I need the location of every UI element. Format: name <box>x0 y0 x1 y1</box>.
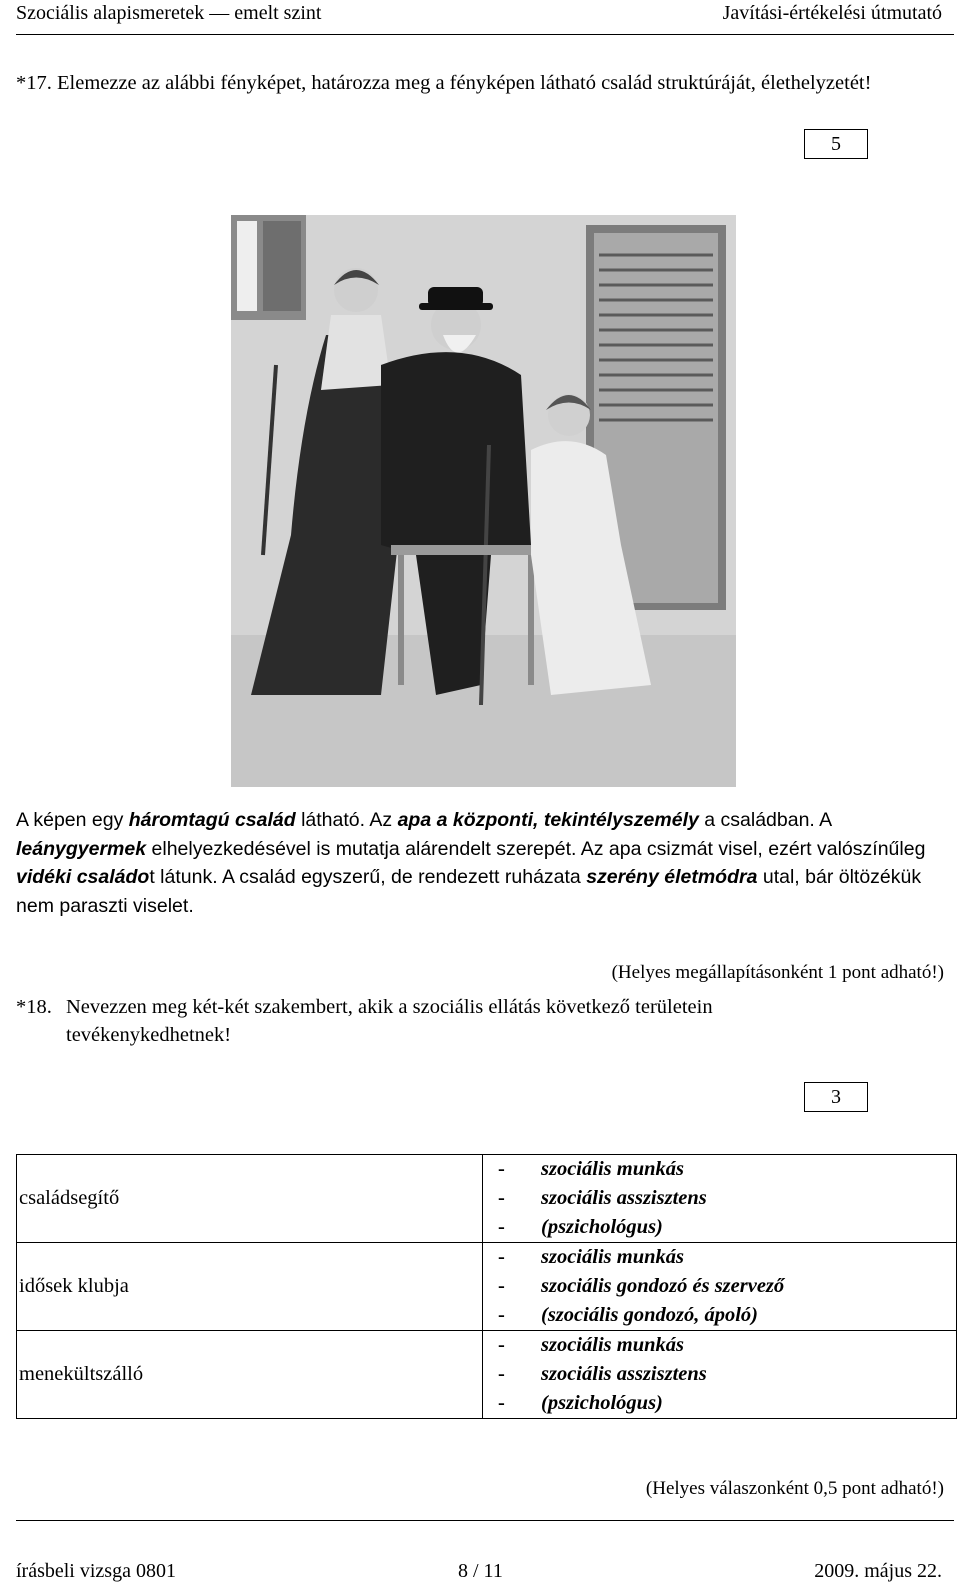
dash: - <box>498 1334 505 1356</box>
answer-text: utal, bár öltözékük nem paraszti viselet. <box>16 866 922 917</box>
list-item <box>498 1184 956 1213</box>
specialist-name: (szociális gondozó, ápoló) <box>541 1304 758 1326</box>
dash: - <box>498 1158 505 1180</box>
footer-rule <box>16 1520 954 1521</box>
specialist-name: (pszichológus) <box>541 1392 663 1414</box>
specialist-name: szociális munkás <box>541 1246 684 1268</box>
answer-emphasis: leánygyermek <box>16 837 147 860</box>
table-row <box>17 1155 957 1243</box>
dash: - <box>498 1304 505 1326</box>
area-cell: családsegítő <box>17 1155 483 1243</box>
specialist-name: szociális munkás <box>541 1158 684 1180</box>
q17-answer <box>16 806 936 920</box>
specialists-cell <box>483 1331 957 1419</box>
q18-scoring-note: (Helyes válaszonként 0,5 pont adható!) <box>645 1478 944 1499</box>
specialists-cell <box>483 1243 957 1331</box>
specialist-name: (pszichológus) <box>541 1216 663 1238</box>
answer-text: t látunk. A család egyszerű, de rendezett ruházata <box>149 866 587 888</box>
header-subtitle: Javítási-értékelési útmutató <box>722 2 942 24</box>
dash: - <box>498 1363 505 1385</box>
area-cell: idősek klubja <box>17 1243 483 1331</box>
dash: - <box>498 1392 505 1414</box>
footer-exam-id: írásbeli vizsga 0801 <box>16 1560 176 1582</box>
dash: - <box>498 1187 505 1209</box>
dash: - <box>498 1216 505 1238</box>
answer-text: A képen egy <box>16 809 129 831</box>
q17-scoring-note: (Helyes megállapításonként 1 pont adható!) <box>611 962 944 983</box>
list-item <box>498 1243 956 1272</box>
footer-date: 2009. május 22. <box>814 1560 942 1582</box>
specialist-table <box>16 1154 957 1419</box>
specialist-name: szociális munkás <box>541 1334 684 1356</box>
list-item <box>498 1155 956 1184</box>
list-item <box>498 1360 956 1389</box>
list-item <box>498 1301 956 1330</box>
header-title: Szociális alapismeretek — emelt szint <box>16 2 322 24</box>
answer-emphasis: szerény életmódra <box>586 866 758 888</box>
answer-text: látható. Az <box>295 809 398 831</box>
specialist-name: szociális asszisztens <box>541 1187 707 1209</box>
list-item <box>498 1272 956 1301</box>
answer-text: elhelyezkedésével is mutatja alárendelt szerepét. Az apa csizmát visel, ezért valószínűleg <box>146 837 926 860</box>
answer-emphasis: háromtagú család <box>128 809 296 831</box>
page-number: 8 / 11 <box>458 1560 503 1582</box>
q18-number: *18. <box>16 996 52 1018</box>
list-item <box>498 1213 956 1242</box>
q17-question: *17. Elemezze az alábbi fényképet, határozza meg a fényképen látható család struktúráját, élethelyzetét! <box>16 72 872 94</box>
specialists-cell <box>483 1155 957 1243</box>
q18-question-line2: tevékenykedhetnek! <box>66 1024 232 1046</box>
specialist-name: szociális gondozó és szervező <box>541 1275 785 1297</box>
area-cell: menekültszálló <box>17 1331 483 1419</box>
header-rule <box>16 34 954 35</box>
answer-emphasis: vidéki családo <box>16 866 150 888</box>
list-item <box>498 1331 956 1360</box>
q18-points-box: 3 <box>804 1082 868 1112</box>
answer-text: a családban. A <box>698 809 832 831</box>
family-photo-drawing <box>231 215 736 787</box>
family-photo <box>231 215 736 787</box>
q17-points-box: 5 <box>804 129 868 159</box>
dash: - <box>498 1246 505 1268</box>
answer-emphasis: apa a központi, tekintélyszemély <box>397 809 699 831</box>
table-row <box>17 1243 957 1331</box>
q18-question-line1: Nevezzen meg két-két szakembert, akik a szociális ellátás következő területein <box>66 996 713 1018</box>
specialist-name: szociális asszisztens <box>541 1363 707 1385</box>
dash: - <box>498 1275 505 1297</box>
table-row <box>17 1331 957 1419</box>
list-item <box>498 1389 956 1418</box>
